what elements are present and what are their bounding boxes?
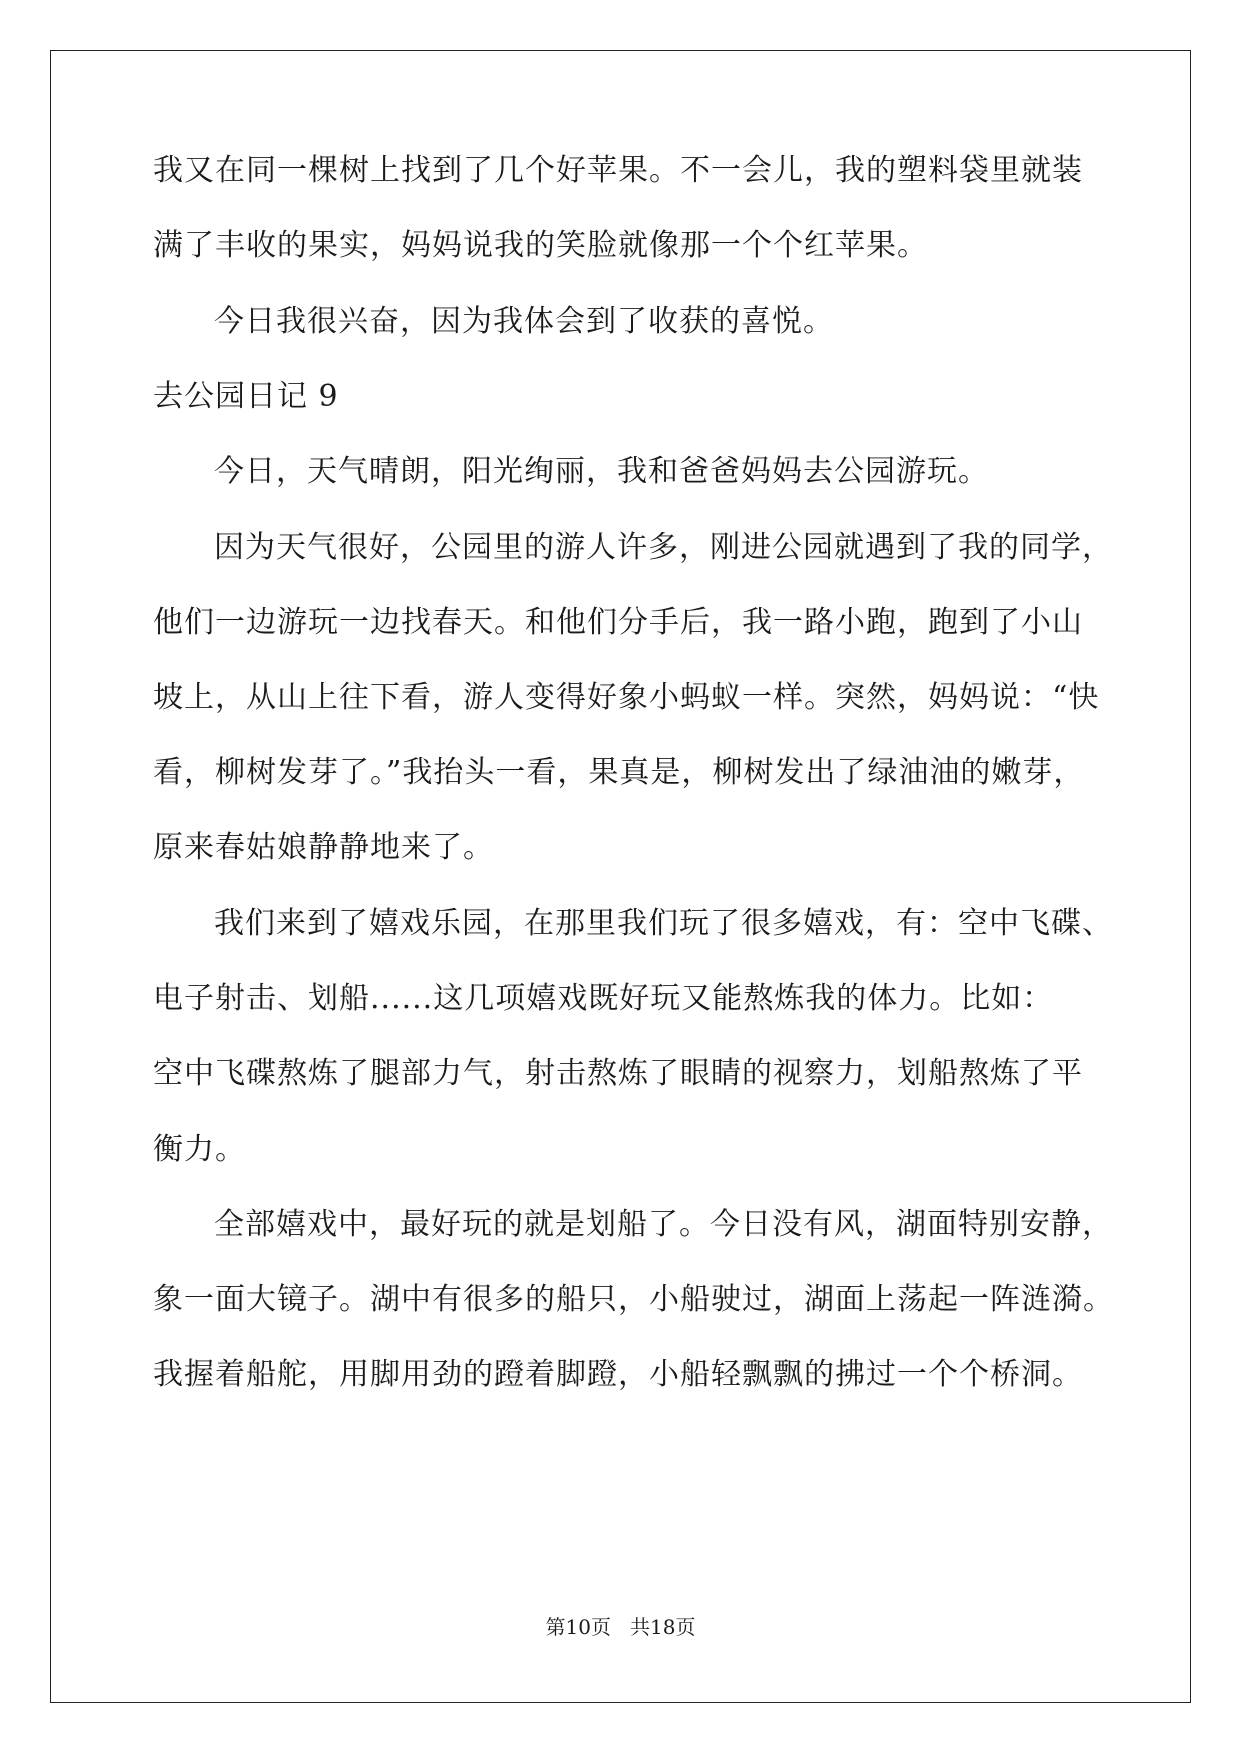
page-number: 第10页 (545, 1615, 611, 1639)
paragraph-start: 因为天气很好，公园里的游人许多，刚进公园就遇到了我的同学， (214, 530, 1113, 565)
text-line: 他们一边游玩一边找春天。和他们分手后，我一路小跑，跑到了小山 (153, 605, 1083, 640)
text-line: 坡上，从山上往下看，游人变得好象小蚂蚁一样。突然，妈妈说：“快 (153, 680, 1100, 715)
paragraph-start: 今日我很兴奋，因为我体会到了收获的喜悦。 (214, 304, 834, 339)
page-border (50, 50, 1191, 1703)
page-total: 共18页 (630, 1615, 696, 1639)
section-heading: 去公园日记 9 (153, 379, 339, 414)
text-line: 满了丰收的果实，妈妈说我的笑脸就像那一个个红苹果。 (153, 228, 928, 263)
paragraph-start: 今日，天气晴朗，阳光绚丽，我和爸爸妈妈去公园游玩。 (214, 454, 989, 489)
text-line: 衡力。 (153, 1132, 246, 1167)
text-line: 原来春姑娘静静地来了。 (153, 830, 494, 865)
text-line: 我又在同一棵树上找到了几个好苹果。不一会儿，我的塑料袋里就装 (153, 153, 1083, 188)
text-line: 我握着船舵，用脚用劲的蹬着脚蹬，小船轻飘飘的拂过一个个桥洞。 (153, 1357, 1083, 1392)
text-line: 象一面大镜子。湖中有很多的船只，小船驶过，湖面上荡起一阵涟漪。 (153, 1282, 1114, 1317)
page-footer (0, 1614, 1241, 1640)
text-line: 空中飞碟熬炼了腿部力气，射击熬炼了眼睛的视察力，划船熬炼了平 (153, 1056, 1083, 1091)
text-line: 看，柳树发芽了。”我抬头一看，果真是，柳树发出了绿油油的嫩芽， (153, 755, 1085, 790)
paragraph-start: 我们来到了嬉戏乐园，在那里我们玩了很多嬉戏，有：空中飞碟、 (214, 906, 1113, 941)
text-line: 电子射击、划船......这几项嬉戏既好玩又能熬炼我的体力。比如： (153, 981, 1054, 1016)
paragraph-start: 全部嬉戏中，最好玩的就是划船了。今日没有风，湖面特别安静， (214, 1207, 1113, 1242)
